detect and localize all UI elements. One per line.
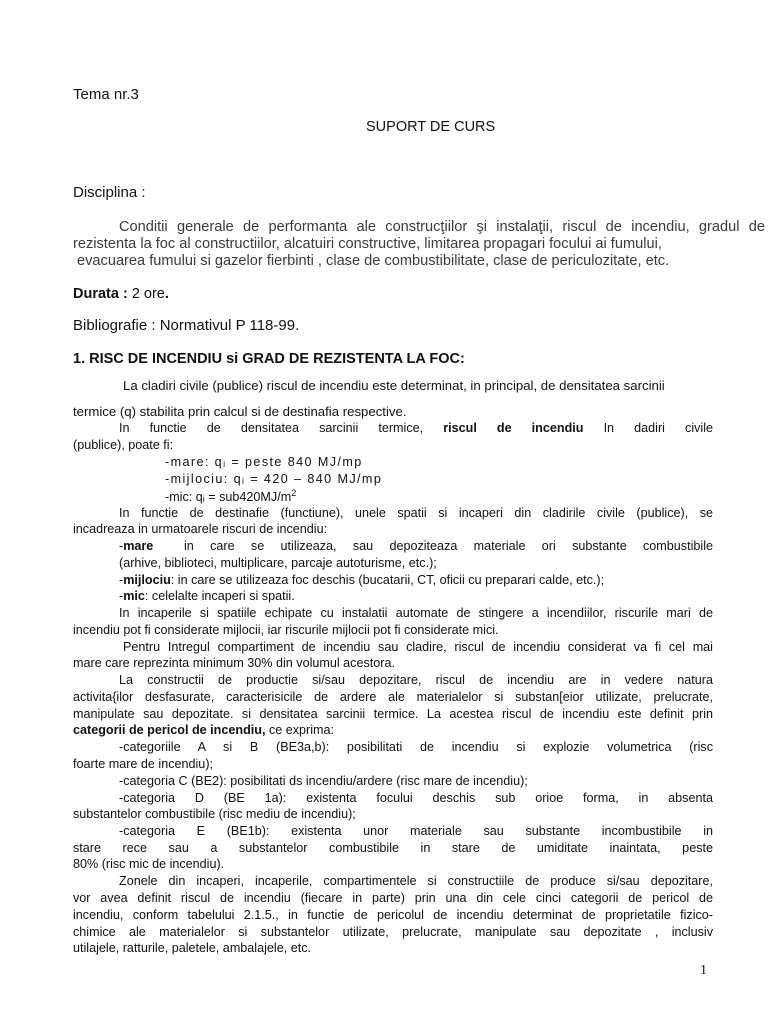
paragraph-line: incadreaza in urmatoarele riscuri de incendiu:: [73, 522, 328, 536]
risk-item-high-text: in care se utilizeaza, sau depoziteaza materiale ori substante combustibile: [184, 539, 713, 553]
intro-line-1: Conditii generale de performanta ale construcţiilor şi instalaţii, riscul de incendiu, gradul de: [119, 219, 765, 235]
category-d: -categoria D (BE 1a): existenta focului deschis sub orioe forma, in absenta: [119, 791, 713, 805]
risk-level-medium: -mijlociu: qᵢ = 420 – 840 MJ/mp: [165, 472, 383, 486]
bibliography: [73, 317, 299, 334]
paragraph-line: (arhive, biblioteci, multiplicare, parcaje autoturisme, etc.);: [119, 556, 437, 570]
paragraph-line: 80% (risc mic de incendiu).: [73, 857, 225, 871]
paragraph-line: In incaperile si spatiile echipate cu instalatii automate de stingere a incendiilor, riscurile mari de: [119, 606, 713, 620]
bibliography-label: Bibliografie :: [73, 317, 156, 334]
document-title: SUPORT DE CURS: [366, 119, 496, 135]
paragraph-line: manipulate sau depozitate. si densitatea sarcinii termice. La acestea riscul de incendiu este definit prin: [73, 707, 713, 721]
paragraph-line: (publice), poate fi:: [73, 438, 174, 452]
duration: Durata : 2 ore.: [73, 286, 169, 302]
duration-label: Durata :: [73, 286, 128, 302]
paragraph-line: Pentru Intregul compartiment de incendiu sau cladire, riscul de incendiu considerat va fi cel mai: [123, 640, 713, 654]
intro-line-2: rezistenta la foc al constructiilor, alcatuiri constructive, limitarea propagari focului ai fumului,: [73, 236, 662, 252]
page-number: 1: [700, 963, 707, 978]
paragraph-line: stare rece sau a substantelor combustibile in stare de umiditate inaintata, peste: [73, 841, 713, 855]
category-c: -categoria C (BE2): posibilitati ds incendiu/ardere (risc mare de incendiu);: [119, 774, 528, 788]
topic-number: Tema nr.3: [73, 86, 139, 103]
paragraph-line: vor avea definit riscul de incendiu (fiecare in parte) prin una din cele cinci categorii de pericol de: [73, 891, 713, 905]
discipline-label: Disciplina :: [73, 184, 146, 201]
paragraph-line: substantelor combustibile (risc mediu de incendiu);: [73, 807, 356, 821]
paragraph-line: incendiu, conform tabelului 2.1.5., in functie de pericolul de incendiu determinat de proprietatile fizico-: [73, 908, 713, 922]
paragraph-line: In functie de densitatea sarcinii termice, riscul de incendiu In dadiri civile: [119, 421, 714, 435]
paragraph-line: chimice ale materialelor si substantelor utilizate, prelucrate, manipulate sau depozitate , inclusiv: [73, 925, 713, 939]
paragraph-line: La constructii de productie si/sau depozitare, riscul de incendiu are in vedere natura: [119, 673, 713, 687]
paragraph-line: mare care reprezinta minimum 30% din volumul acestora.: [73, 656, 395, 670]
paragraph-line: incendiu pot fi considerate mijlocii, iar riscurile mijlocii pot fi considerate mici.: [73, 623, 499, 637]
risk-item-high: -mare: [119, 539, 154, 553]
section-heading: 1. RISC DE INCENDIU si GRAD DE REZISTENTA LA FOC:: [73, 351, 465, 367]
paragraph-line: foarte mare de incendiu);: [73, 757, 214, 771]
paragraph-line: La cladiri civile (publice) riscul de incendiu este determinat, in principal, de densitatea sarcinii: [123, 378, 665, 393]
paragraph-line: activita{ilor desfasurate, caracterisicile de ardere ale materialelor si substan[eior utilizate, prelucrate,: [73, 690, 713, 704]
risk-item-low: -mic: celelalte incaperi si spatii.: [119, 589, 295, 603]
risk-level-low: -mic: qᵢ = $sub420MJ/m^2$: [165, 488, 297, 505]
paragraph-line: utilajele, ratturile, paletele, ambalajele, etc.: [73, 941, 312, 955]
paragraph-line: categorii de pericol de incendiu, ce exprima:: [73, 723, 335, 737]
duration-value: 2 ore: [127, 286, 165, 302]
paragraph-line: termice (q) stabilita prin calcul si de destinafia respective.: [73, 404, 407, 419]
intro-line-3: evacuarea fumului si gazelor fierbinti , clase de combustibilitate, clase de periculozitate, etc.: [77, 253, 670, 269]
category-ab: -categoriile A si B (BE3a,b): posibilitati de incendiu si explozie volumetrica (risc: [119, 740, 713, 754]
category-e: -categoria E (BE1b): existenta unor materiale sau substante incombustibile in: [119, 824, 713, 838]
paragraph-line: In functie de destinafie (functiune), unele spatii si incaperi din cladirile civile (publice), se: [119, 506, 713, 520]
risk-level-high: -mare: qᵢ = peste 840 MJ/mp: [165, 455, 363, 469]
risk-item-medium: -mijlociu: in care se utilizeaza foc deschis (bucatarii, CT, oficii cu preparari calde, etc.);: [119, 573, 605, 587]
paragraph-line: Zonele din incaperi, incaperile, compartimentele si constructiile de produce si/sau depozitare,: [119, 874, 713, 888]
bibliography-value: Normativul P 118-99.: [159, 317, 300, 334]
